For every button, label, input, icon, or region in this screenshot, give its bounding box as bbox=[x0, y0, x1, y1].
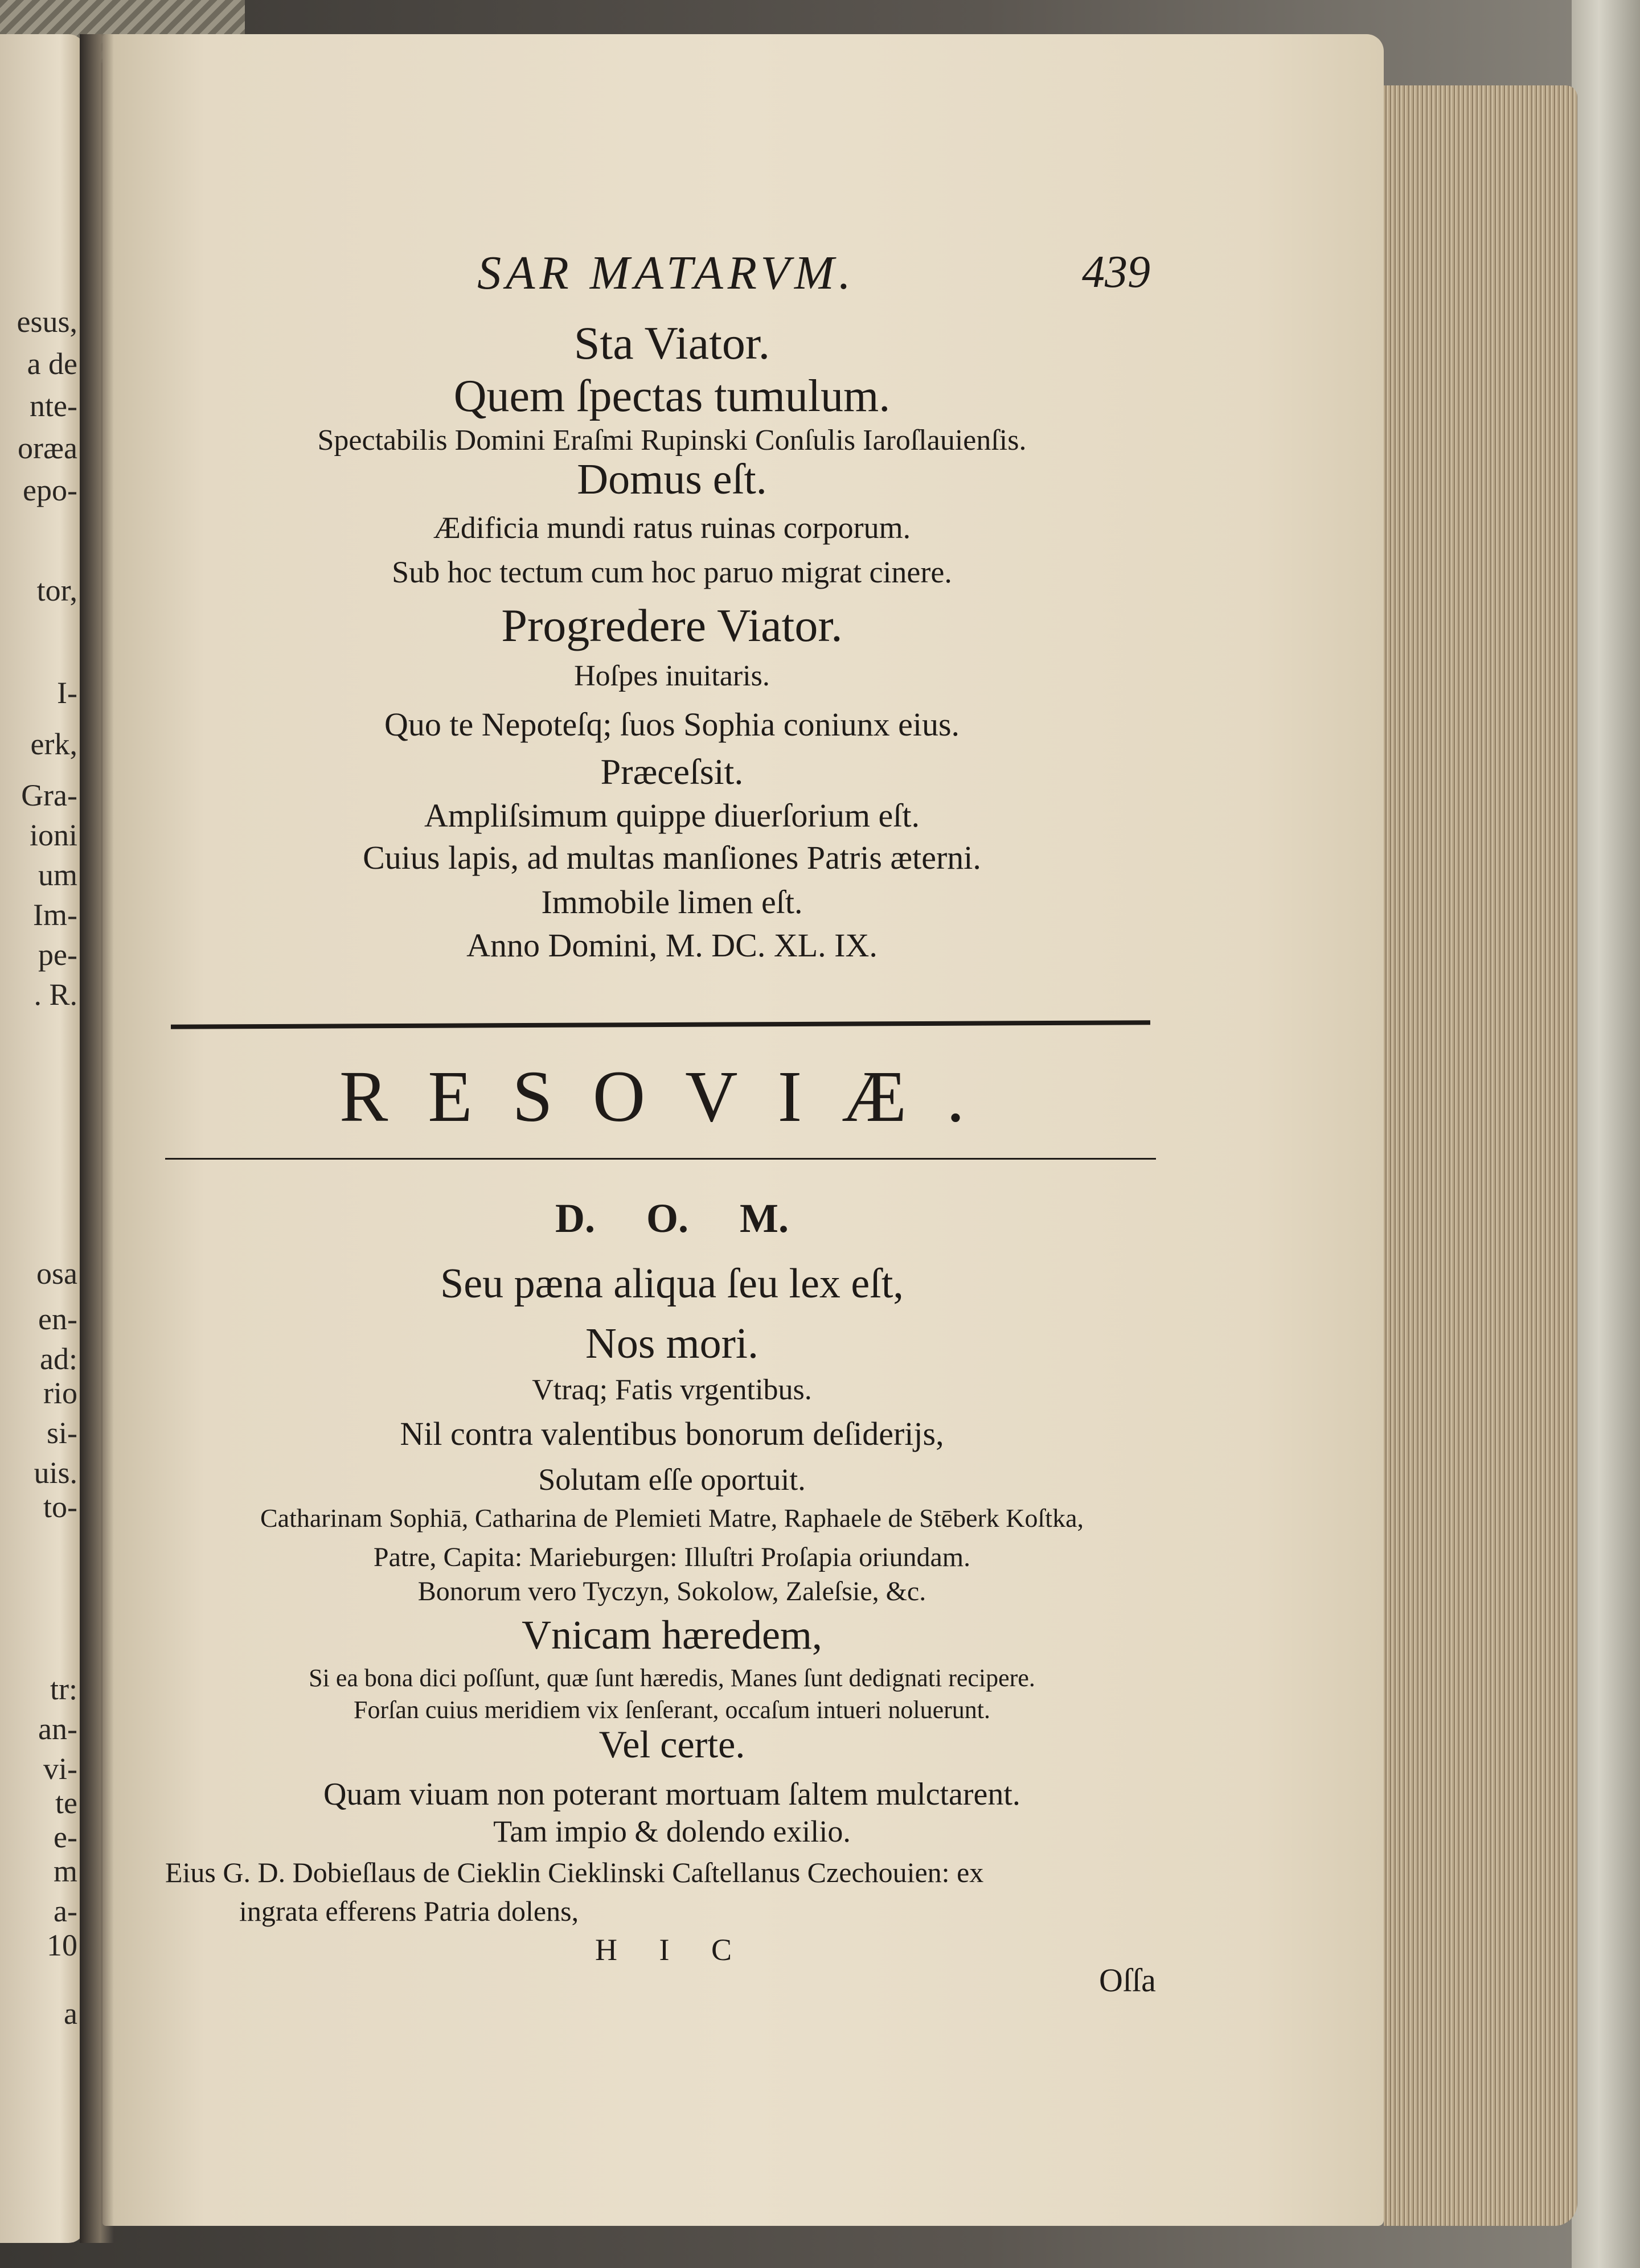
left-text-fragment: a bbox=[64, 1996, 77, 2031]
left-text-fragment: um bbox=[38, 858, 77, 892]
epitaph-line: Anno Domini, M. DC. XL. IX. bbox=[466, 927, 878, 964]
epitaph-line: Patre, Capita: Marieburgen: Illuſtri Proſapia oriundam. bbox=[373, 1542, 971, 1572]
left-text-fragment: . R. bbox=[34, 977, 77, 1012]
epitaph-line: Quem ſpectas tumulum. bbox=[453, 371, 891, 421]
page-number: 439 bbox=[1082, 247, 1150, 297]
left-text-fragment: a- bbox=[54, 1894, 77, 1928]
epitaph-line: Eius G. D. Dobieſlaus de Cieklin Cieklinski Caſtellanus Czechouien: ex bbox=[165, 1856, 984, 1888]
epitaph-line: Immobile limen eſt. bbox=[541, 884, 803, 921]
left-text-fragment: vi- bbox=[43, 1752, 77, 1786]
epitaph-line: Seu pæna aliqua ſeu lex eſt, bbox=[440, 1260, 904, 1307]
page-block-edges bbox=[1384, 85, 1577, 2226]
catchword: Oſſa bbox=[1099, 1962, 1156, 1999]
left-text-fragment: oræa bbox=[18, 431, 77, 465]
epitaph-line: Hoſpes inuitaris. bbox=[574, 660, 770, 692]
left-text-fragment: ioni bbox=[29, 818, 77, 852]
left-text-fragment: nte- bbox=[30, 389, 77, 423]
left-page-fragment bbox=[0, 34, 85, 2243]
heading-rule-bottom bbox=[165, 1158, 1156, 1160]
epitaph-line: Ampliſsimum quippe diuerſorium eſt. bbox=[424, 797, 920, 834]
left-text-fragment: to- bbox=[43, 1490, 77, 1524]
left-text-fragment: erk, bbox=[30, 727, 77, 761]
epitaph-line: ingrata efferens Patria dolens, bbox=[239, 1895, 579, 1927]
epitaph-line: Spectabilis Domini Eraſmi Rupinski Conſulis Iaroſlauienſis. bbox=[317, 424, 1027, 457]
left-text-fragment: uis. bbox=[34, 1456, 77, 1490]
left-text-fragment: si- bbox=[47, 1416, 77, 1450]
left-text-fragment: an- bbox=[38, 1712, 77, 1746]
left-text-fragment: a de bbox=[27, 347, 77, 381]
left-text-fragment: pe- bbox=[38, 938, 77, 972]
dom-monogram: D. O. M. bbox=[555, 1195, 789, 1241]
epitaph-line: H I C bbox=[595, 1933, 749, 1967]
epitaph-line: Quam viuam non poterant mortuam ſaltem mulctarent. bbox=[323, 1777, 1020, 1812]
left-text-fragment: epo- bbox=[23, 473, 77, 507]
epitaph-line: Catharinam Sophiā, Catharina de Plemieti Matre, Raphaele de Stēberk Koſtka, bbox=[260, 1503, 1084, 1532]
epitaph-line: Vel certe. bbox=[598, 1723, 745, 1766]
left-text-fragment: m bbox=[53, 1854, 77, 1888]
left-text-fragment: 10 bbox=[47, 1928, 77, 1962]
epitaph-line: Quo te Nepoteſq; ſuos Sophia coniunx eius. bbox=[384, 706, 960, 743]
running-title: SAR MATARVM. bbox=[477, 246, 855, 299]
epitaph-line: Domus eſt. bbox=[577, 455, 767, 503]
epitaph-line: Nil contra valentibus bonorum deſiderijs, bbox=[400, 1415, 944, 1452]
epitaph-line: Sta Viator. bbox=[573, 317, 770, 369]
left-text-fragment: Im- bbox=[33, 898, 77, 932]
left-text-fragment: tr: bbox=[50, 1672, 77, 1706]
left-text-fragment: rio bbox=[43, 1376, 77, 1410]
epitaph-line: Præceſsit. bbox=[600, 751, 744, 792]
left-text-fragment: I- bbox=[57, 676, 77, 710]
epitaph-line: Tam impio & dolendo exilio. bbox=[493, 1814, 851, 1848]
book-cover-edge bbox=[1572, 0, 1640, 2268]
epitaph-line: Solutam eſſe oportuit. bbox=[538, 1462, 806, 1497]
left-text-fragment: te bbox=[55, 1786, 77, 1820]
epitaph-line: Si ea bona dici poſſunt, quæ ſunt hæredis, Manes ſunt dedignati recipere. bbox=[309, 1664, 1035, 1692]
epitaph-line: Vtraq; Fatis vrgentibus. bbox=[532, 1374, 812, 1406]
epitaph-line: Sub hoc tectum cum hoc paruo migrat cinere. bbox=[392, 555, 952, 589]
epitaph-line: Vnicam hæredem, bbox=[522, 1612, 822, 1658]
left-text-fragment: Gra- bbox=[21, 778, 77, 812]
epitaph-line: Progredere Viator. bbox=[501, 599, 843, 651]
left-text-fragment: e- bbox=[54, 1820, 77, 1854]
left-text-fragment: esus, bbox=[17, 305, 77, 339]
epitaph-line: Ædificia mundi ratus ruinas corporum. bbox=[433, 511, 911, 545]
left-text-fragment: tor, bbox=[36, 573, 77, 607]
left-text-fragment: ad: bbox=[40, 1342, 77, 1376]
epitaph-line: Bonorum vero Tyczyn, Sokolow, Zaleſsie, &c. bbox=[417, 1576, 926, 1606]
left-text-fragment: osa bbox=[36, 1256, 77, 1291]
left-text-fragment: en- bbox=[38, 1302, 77, 1336]
epitaph-line: Nos mori. bbox=[585, 1320, 758, 1367]
epitaph-line: Forſan cuius meridiem vix ſenſerant, occaſum intueri noluerunt. bbox=[353, 1696, 991, 1724]
section-heading: RESOVIÆ. bbox=[339, 1056, 1005, 1137]
epitaph-line: Cuius lapis, ad multas manſiones Patris æterni. bbox=[363, 839, 981, 876]
